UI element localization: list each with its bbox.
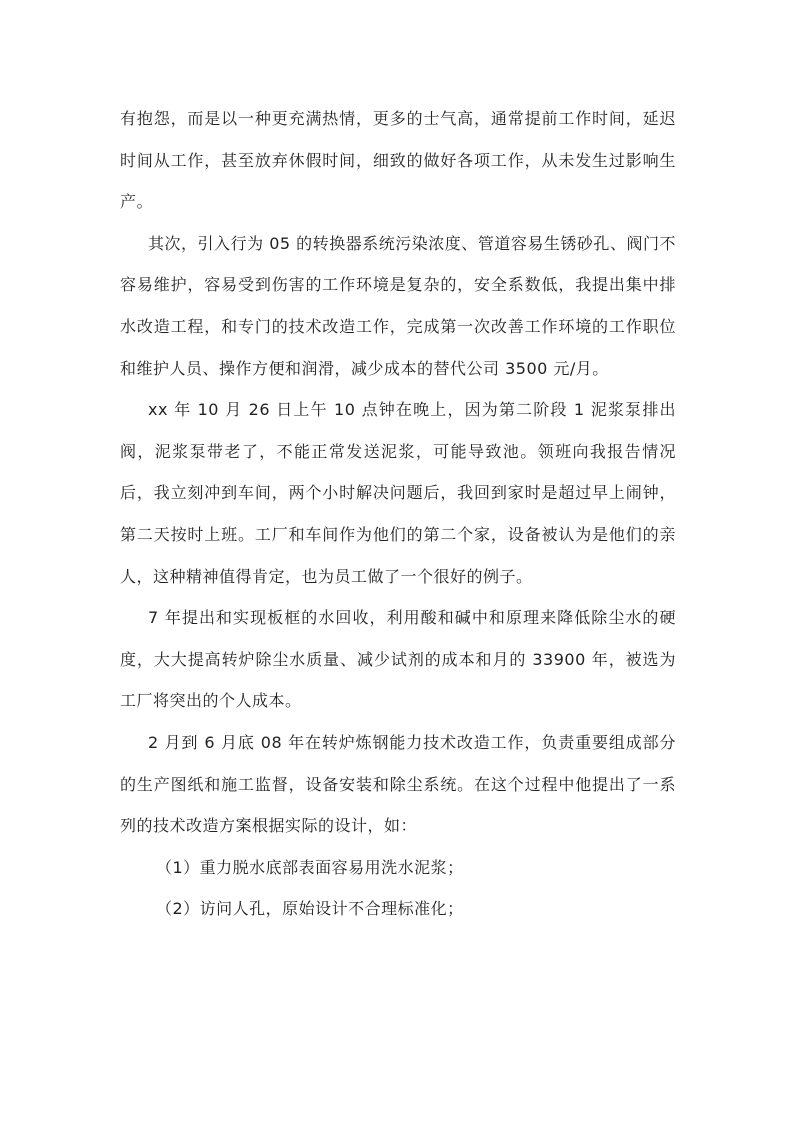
paragraph-pipeline-renovation: 其次，引入行为 05 的转换器系统污染浓度、管道容易生锈砂孔、阀门不容易维护，容易受到伤害的工作环境是复杂的，安全系数低，我提出集中排水改造工程，和专门的技术改造工作，完成第一次改善工作环境的工作职位和维护人员、操作方便和润滑，减少成本的替代公司 3500 元/月。 bbox=[120, 233, 676, 378]
paragraph-mud-pump-incident: xx 年 10 月 26 日上午 10 点钟在晚上，因为第二阶段 1 泥浆泵排出阀，泥浆泵带老了，不能正常发送泥浆，可能导致池。领班向我报告情况后，我立刻冲到车间，两个小时解决问题后，我回到家时是超过早上闹钟，第二天按时上班。工厂和车间作为他们的第二个家，设备被认为是他们的亲人，这种精神值得肯定，也为员工做了一个很好的例子。 bbox=[120, 400, 676, 586]
document-body bbox=[120, 98, 676, 930]
paragraph-continued: 有抱怨，而是以一种更充满热情，更多的士气高，通常提前工作时间，延迟时间从工作，甚至放弃休假时间，细致的做好各项工作，从未发生过影响生产。 bbox=[120, 109, 676, 212]
paragraph-converter-upgrade: 2 月到 6 月底 08 年在转炉炼钢能力技术改造工作，负责重要组成部分的生产图纸和施工监督，设备安装和除尘系统。在这个过程中他提出了一系列的技术改造方案根据实际的设计，如： bbox=[120, 732, 676, 836]
list-item-2: （2）访问人孔，原始设计不合理标准化； bbox=[156, 899, 464, 919]
paragraph-water-recycling: 7 年提出和实现板框的水回收，利用酸和碱中和原理来降低除尘水的硬度，大大提高转炉除尘水质量、减少试剂的成本和月的 33900 年，被选为工厂将突出的个人成本。 bbox=[120, 608, 676, 711]
list-item-1: （1）重力脱水底部表面容易用洗水泥浆； bbox=[156, 857, 464, 877]
